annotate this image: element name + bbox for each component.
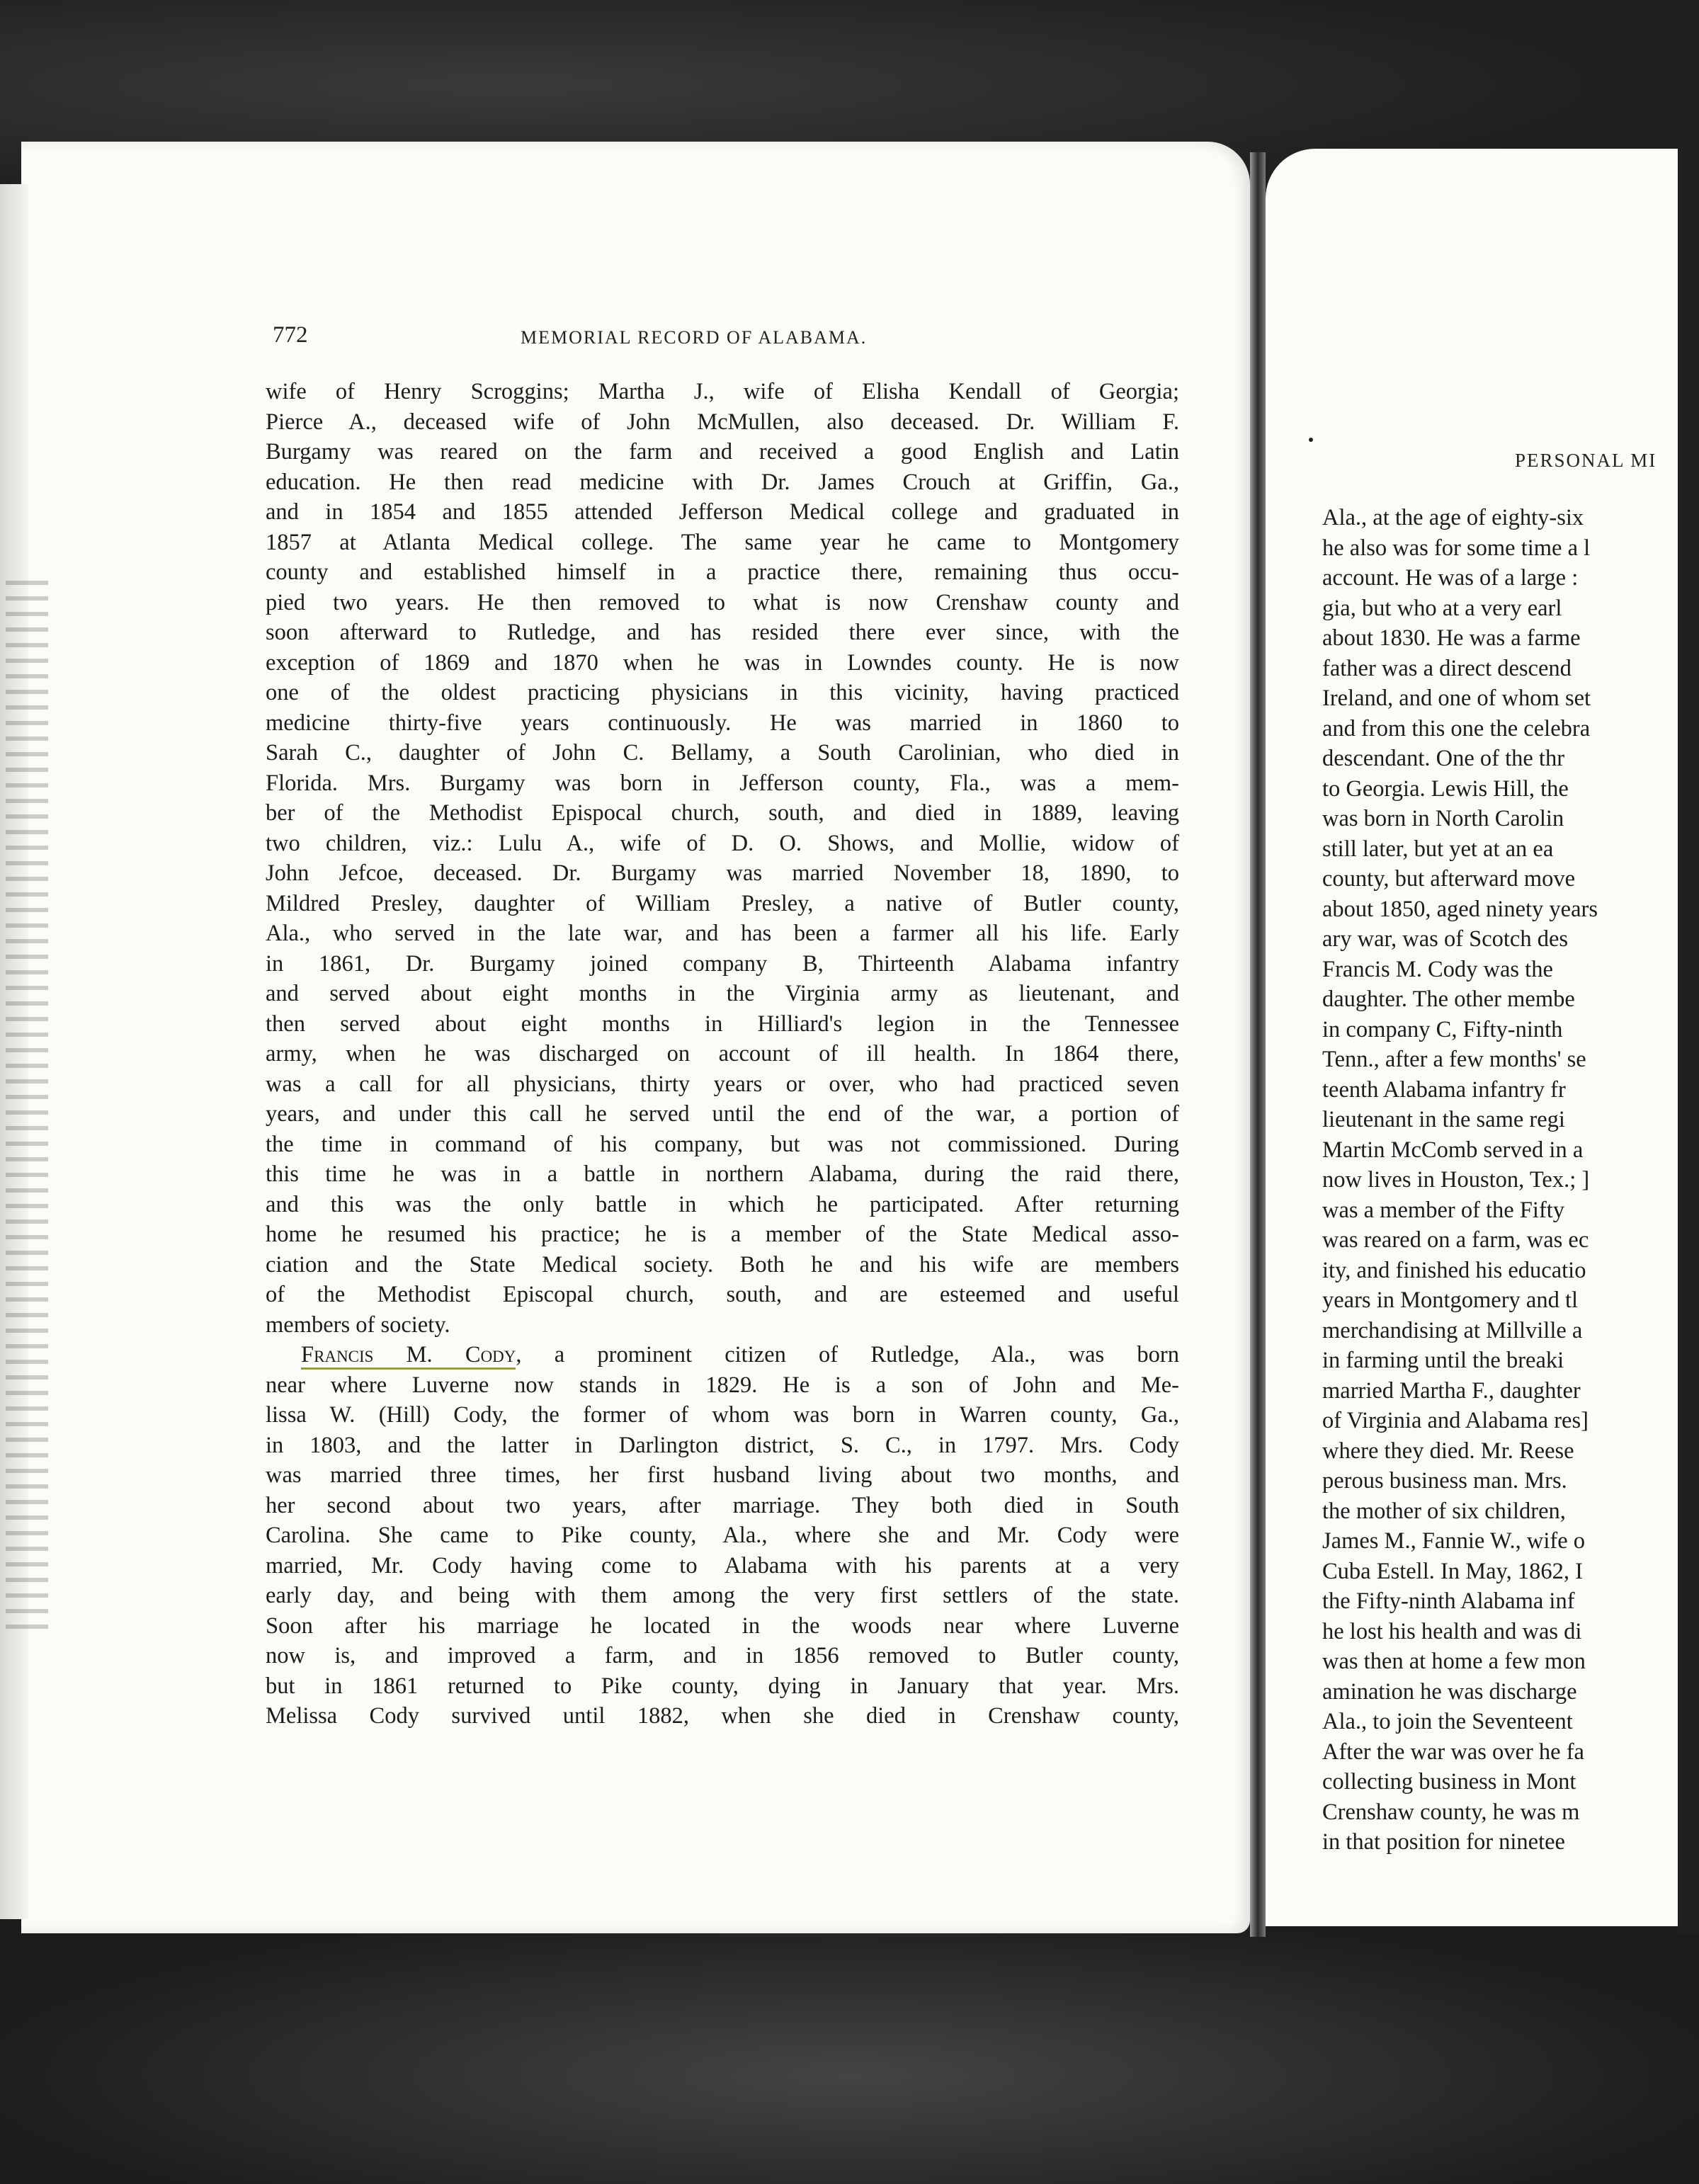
text-line: perous business man. Mrs. — [1322, 1468, 1567, 1494]
text-line: but in 1861 returned to Pike county, dying in January that year. Mrs. — [266, 1673, 1179, 1699]
text-line: years, and under this call he served until the end of the war, a portion of — [266, 1101, 1179, 1127]
left-page-body — [266, 377, 1179, 1731]
cody-first-line-rest: , a prominent citizen of Rutledge, Ala., was born — [516, 1342, 1179, 1367]
text-line: medicine thirty-five years continuously. He was married in 1860 to — [266, 710, 1179, 736]
text-line: near where Luverne now stands in 1829. He is a son of John and Me- — [266, 1372, 1179, 1398]
text-line: amination he was discharge — [1322, 1678, 1577, 1705]
text-line: soon afterward to Rutledge, and has resided there ever since, with the — [266, 620, 1179, 645]
text-line: Crenshaw county, he was m — [1322, 1799, 1580, 1825]
text-line: this time he was in a battle in northern Alabama, during the raid there, — [266, 1161, 1179, 1187]
cody-name: Francis M. Cody — [301, 1342, 516, 1370]
text-line: wife of Henry Scroggins; Martha J., wife of Elisha Kendall of Georgia; — [266, 379, 1179, 404]
text-line: ciation and the State Medical society. Both he and his wife are members — [266, 1251, 1179, 1278]
text-line: in that position for ninetee — [1322, 1829, 1565, 1855]
text-line: still later, but yet at an ea — [1322, 836, 1554, 862]
text-line: Mildred Presley, daughter of William Presley, a native of Butler county, — [266, 890, 1179, 916]
text-line: gia, but who at a very earl — [1322, 595, 1562, 621]
text-line: Cuba Estell. In May, 1862, I — [1322, 1558, 1583, 1584]
text-line: collecting business in Mont — [1322, 1769, 1576, 1795]
text-line: the Fifty-ninth Alabama inf — [1322, 1588, 1575, 1614]
text-line: lieutenant in the same regi — [1322, 1107, 1565, 1132]
text-line: account. He was of a large : — [1322, 565, 1579, 591]
page-number: 772 — [273, 322, 308, 348]
dark-background-bottom — [0, 1912, 1699, 2184]
text-line: in farming until the breaki — [1322, 1348, 1564, 1373]
text-line: county, but afterward move — [1322, 866, 1576, 892]
text-line: pied two years. He then removed to what is now Crenshaw county and — [266, 589, 1179, 615]
text-line: James M., Fannie W., wife o — [1322, 1528, 1586, 1554]
text-line: Ala., who served in the late war, and has been a farmer all his life. Early — [266, 921, 1179, 946]
text-line: Ala., at the age of eighty-six — [1322, 505, 1584, 530]
text-line: ber of the Methodist Epispocal church, south, and died in 1889, leaving — [266, 800, 1179, 826]
text-line: was reared on a farm, was ec — [1322, 1227, 1589, 1253]
text-line: daughter. The other membe — [1322, 986, 1575, 1012]
text-line: he lost his health and was di — [1322, 1618, 1582, 1644]
text-line: of Virginia and Alabama res] — [1322, 1408, 1589, 1433]
text-line: now is, and improved a farm, and in 1856 removed to Butler county, — [266, 1643, 1179, 1668]
text-line: two children, viz.: Lulu A., wife of D. O. Shows, and Mollie, widow of — [266, 830, 1179, 856]
text-line: he also was for some time a l — [1322, 535, 1591, 561]
text-line: in 1803, and the latter in Darlington district, S. C., in 1797. Mrs. Cody — [266, 1432, 1179, 1458]
text-line: 1857 at Atlanta Medical college. The same year he came to Montgomery — [266, 529, 1179, 555]
text-line: teenth Alabama infantry fr — [1322, 1076, 1566, 1103]
text-line: to Georgia. Lewis Hill, the — [1322, 775, 1569, 802]
text-line: descendant. One of the thr — [1322, 746, 1565, 771]
text-line: lissa W. (Hill) Cody, the former of whom was born in Warren county, Ga., — [266, 1402, 1179, 1428]
scanner-edge-marks — [6, 581, 48, 1629]
text-line: was a member of the Fifty — [1322, 1197, 1565, 1223]
text-line: Melissa Cody survived until 1882, when she died in Crenshaw county, — [266, 1703, 1179, 1729]
text-line: Florida. Mrs. Burgamy was born in Jefferson county, Fla., was a mem- — [266, 770, 1179, 796]
text-line: exception of 1869 and 1870 when he was in Lowndes county. He is now — [266, 649, 1179, 676]
text-line: the mother of six children, — [1322, 1498, 1566, 1524]
text-line: After the war was over he fa — [1322, 1739, 1584, 1765]
text-line: Ala., to join the Seventeent — [1322, 1709, 1573, 1734]
right-page — [1266, 149, 1678, 1926]
right-page-text — [1322, 503, 1678, 1858]
right-running-head: PERSONAL MI — [1515, 450, 1657, 471]
text-line: was married three times, her first husband living about two months, and — [266, 1462, 1179, 1488]
text-line: Martin McComb served in a — [1322, 1137, 1584, 1163]
text-line: and this was the only battle in which he participated. After returning — [266, 1191, 1179, 1217]
text-line: Sarah C., daughter of John C. Bellamy, a South Carolinian, who died in — [266, 740, 1179, 766]
text-line: married Martha F., daughter — [1322, 1377, 1581, 1404]
text-line: years in Montgomery and tl — [1322, 1287, 1579, 1313]
text-line: Francis M. Cody was the — [1322, 956, 1553, 982]
text-line: Soon after his marriage he located in the woods near where Luverne — [266, 1613, 1179, 1639]
text-line: the time in command of his company, but was not commissioned. During — [266, 1131, 1179, 1157]
text-line: John Jefcoe, deceased. Dr. Burgamy was married November 18, 1890, to — [266, 860, 1179, 886]
text-line: Burgamy was reared on the farm and received a good English and Latin — [266, 439, 1179, 465]
text-line: Pierce A., deceased wife of John McMullen, also deceased. Dr. William F. — [266, 409, 1179, 435]
text-line: and in 1854 and 1855 attended Jefferson Medical college and graduated in — [266, 499, 1179, 525]
right-dark-edge — [1678, 142, 1699, 1933]
text-line: army, when he was discharged on account of ill health. In 1864 there, — [266, 1041, 1179, 1067]
burgamy-paragraph — [266, 377, 1179, 1340]
stray-mark — [1309, 438, 1313, 442]
text-line: of the Methodist Episcopal church, south, and are esteemed and useful — [266, 1282, 1179, 1307]
text-line: merchandising at Millville a — [1322, 1317, 1583, 1343]
running-head: MEMORIAL RECORD OF ALABAMA. — [521, 327, 868, 348]
text-line: father was a direct descend — [1322, 655, 1572, 681]
text-line: ary war, was of Scotch des — [1322, 926, 1569, 952]
text-line: then served about eight months in Hilliard's legion in the Tennessee — [266, 1011, 1179, 1037]
cody-first-line — [266, 1340, 1179, 1370]
text-line: county and established himself in a practice there, remaining thus occu- — [266, 559, 1179, 585]
text-line: education. He then read medicine with Dr. James Crouch at Griffin, Ga., — [266, 469, 1179, 495]
text-line: in 1861, Dr. Burgamy joined company B, Thirteenth Alabama infantry — [266, 950, 1179, 977]
text-line: early day, and being with them among the very first settlers of the state. — [266, 1583, 1179, 1608]
text-line: now lives in Houston, Tex.; ] — [1322, 1167, 1590, 1193]
text-line: Ireland, and one of whom set — [1322, 686, 1591, 711]
text-line: was a call for all physicians, thirty years or over, who had practiced seven — [266, 1071, 1179, 1097]
text-line: and from this one the celebra — [1322, 715, 1591, 741]
text-line: members of society. — [266, 1312, 450, 1338]
text-line: married, Mr. Cody having come to Alabama with his parents at a very — [266, 1552, 1179, 1579]
text-line: Carolina. She came to Pike county, Ala., where she and Mr. Cody were — [266, 1523, 1179, 1548]
text-line: was born in North Carolin — [1322, 806, 1564, 831]
cody-paragraph — [266, 1370, 1179, 1731]
text-line: her second about two years, after marriage. They both died in South — [266, 1492, 1179, 1518]
text-line: where they died. Mr. Reese — [1322, 1438, 1574, 1464]
text-line: and served about eight months in the Virginia army as lieutenant, and — [266, 981, 1179, 1006]
text-line: one of the oldest practicing physicians in this vicinity, having practiced — [266, 680, 1179, 705]
text-line: about 1830. He was a farme — [1322, 625, 1581, 651]
text-line: ity, and finished his educatio — [1322, 1257, 1586, 1283]
text-line: home he resumed his practice; he is a member of the State Medical asso- — [266, 1222, 1179, 1247]
book-gutter — [1250, 152, 1266, 1937]
text-line: Tenn., after a few months' se — [1322, 1047, 1586, 1072]
text-line: in company C, Fifty-ninth — [1322, 1016, 1563, 1042]
text-line: was then at home a few mon — [1322, 1649, 1586, 1674]
text-line: about 1850, aged ninety years — [1322, 896, 1598, 922]
